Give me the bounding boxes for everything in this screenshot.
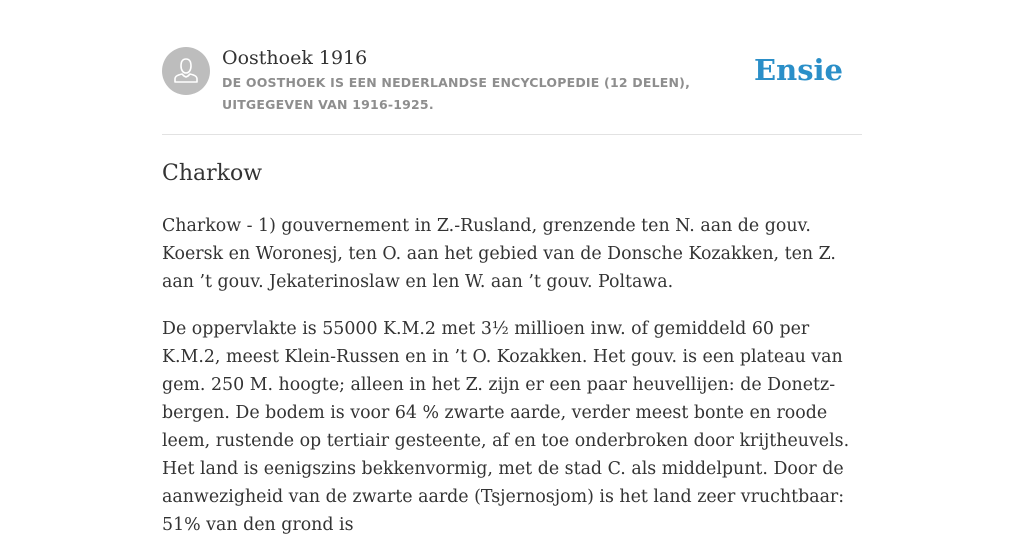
entry-title: Charkow [162, 161, 263, 186]
avatar[interactable] [162, 47, 210, 95]
source-title[interactable]: Oosthoek 1916 [222, 47, 368, 69]
brand-logo[interactable]: Ensie [754, 53, 843, 87]
entry-paragraph: Charkow - 1) gouvernement in Z.-Rusland, grenzende ten N. aan de gouv. Koersk en Woronesj, ten O. aan het gebied van de Donsche Kozakken, ten Z. aan ’t gouv. Jekaterinoslaw en len W. aan ’t gouv. Poltawa. [162, 216, 836, 292]
source-description: DE OOSTHOEK IS EEN NEDERLANDSE ENCYCLOPEDIE (12 DELEN), UITGEGEVEN VAN 1916-1925. [222, 75, 691, 112]
user-icon [162, 47, 210, 95]
entry-body [162, 212, 862, 558]
source-header [162, 0, 862, 135]
entry-paragraph: De oppervlakte is 55000 K.M.2 met 3½ millioen inw. of gemiddeld 60 per K.M.2, meest Klein-Russen en in ’t O. Kozakken. Het gouv. is een plateau van gem. 250 M. hoogte; alleen in het Z. zijn er een paar heuvellijen: de Donetz-bergen. De bodem is voor 64 % zwarte aarde, verder meest bonte en roode leem, rustende op tertiair gesteente, af en toe onderbroken door krijtheuvels. Het land is eenigszins bekkenvormig, met de stad C. als middelpunt. Door de aanwezigheid van de zwarte aarde (Tsjernosjom) is het land zeer vruchtbaar: 51% van den grond is [162, 319, 850, 535]
content-container [162, 0, 862, 535]
